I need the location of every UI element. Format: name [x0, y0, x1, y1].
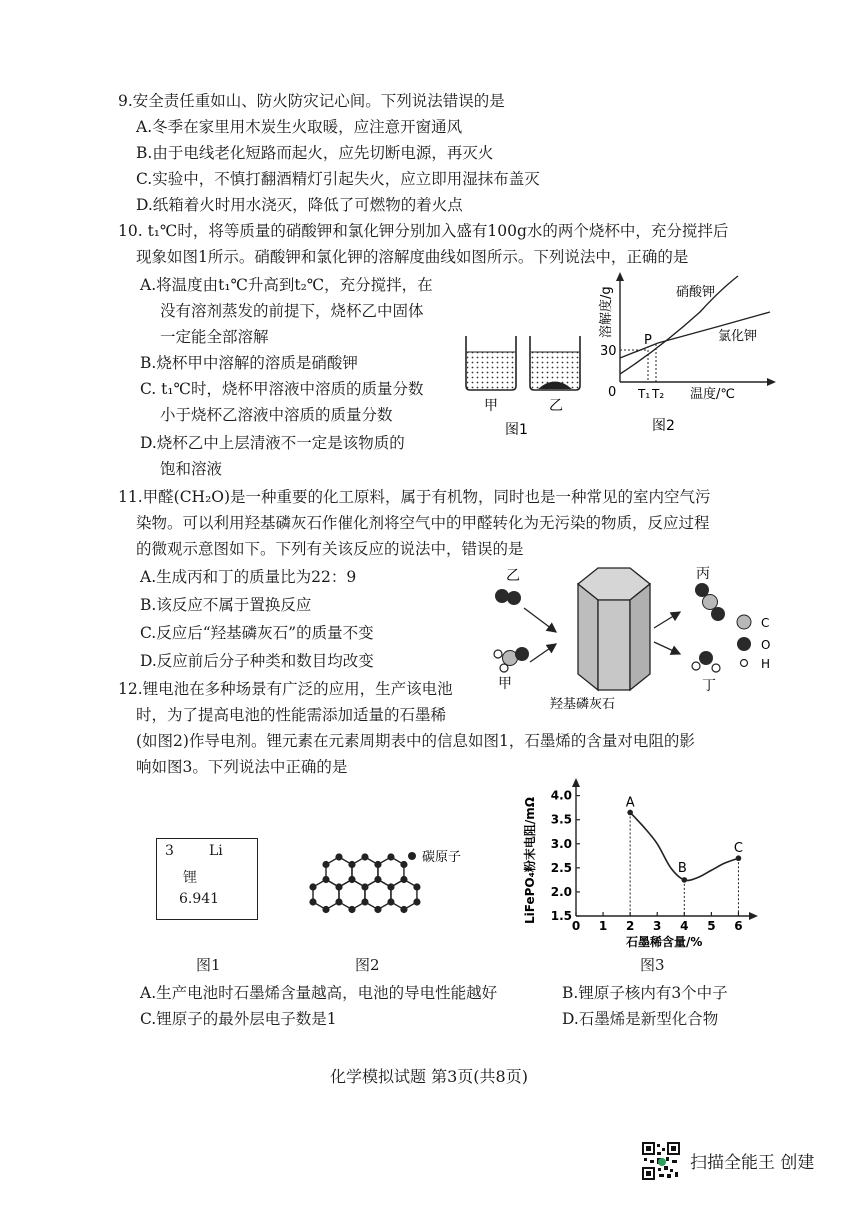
molecule-co2 — [695, 583, 725, 621]
carbon-atom — [361, 883, 368, 890]
atomic-number: 3 — [165, 843, 174, 859]
q12-stem-3: (如图2)作导电剂。锂元素在元素周期表中的信息如图1，石墨烯的含量对电阻的影 — [136, 732, 695, 750]
x-axis-label: 温度/℃ — [690, 387, 735, 402]
carbon-atom — [322, 861, 329, 868]
data-point-b — [682, 877, 688, 883]
legend-kcl: 氯化钾 — [718, 329, 758, 344]
carbon-atom — [361, 898, 368, 905]
molecule-ch2o — [494, 647, 529, 672]
data-label-c: C — [733, 841, 744, 857]
graphene-structure — [290, 838, 490, 938]
carbon-atom — [374, 876, 381, 883]
carbon-atom-label: 碳原子 — [422, 850, 462, 865]
y-axis-arrow — [572, 778, 580, 787]
q12-stem-4: 响如图3。下列说法中正确的是 — [136, 758, 348, 776]
chart-y-axis-label: LiFePO₄粉末电阻/mΩ — [523, 797, 537, 924]
carbon-atom — [387, 853, 394, 860]
carbon-atom — [400, 906, 407, 913]
carbon-atom — [309, 898, 316, 905]
element-symbol: Li — [209, 843, 223, 859]
y-tick-30: 30 — [600, 344, 617, 359]
q9-option-d: D.纸箱着火时用水浇灭，降低了可燃物的着火点 — [136, 196, 463, 214]
label-bing: 丙 — [696, 566, 710, 582]
q10-stem-2: 现象如图1所示。硝酸钾和氯化钾的溶解度曲线如图所示。下列说法中，正确的是 — [136, 248, 689, 266]
q11-option-c: C.反应后“羟基磷灰石”的质量不变 — [140, 624, 374, 642]
carbon-atom — [400, 876, 407, 883]
carbon-atom — [348, 876, 355, 883]
carbon-atom — [309, 883, 316, 890]
atomic-mass: 6.941 — [179, 891, 220, 907]
q10-figure-2 — [590, 268, 780, 440]
q10-option-c-2: 小于烧杯乙溶液中溶质的质量分数 — [160, 406, 393, 424]
x-tick-label: 4 — [680, 919, 689, 933]
legend-kno3: 硝酸钾 — [676, 285, 716, 300]
y-tick-label: 3.0 — [550, 836, 572, 851]
carbon-atom — [374, 906, 381, 913]
y-tick-label: 3.5 — [550, 812, 572, 827]
carbon-atom — [322, 906, 329, 913]
q10-option-a-2: 没有溶剂蒸发的前提下，烧杯乙中固体 — [160, 302, 424, 320]
q12-option-c: C.锂原子的最外层电子数是1 — [140, 1010, 337, 1028]
q12-option-b: B.锂原子核内有3个中子 — [562, 984, 728, 1002]
x-tick-label: 1 — [598, 919, 608, 933]
graphene-ring-6 — [391, 880, 417, 910]
atom-legend — [737, 615, 770, 671]
q12-stem-2: 时，为了提高电池的性能需添加适量的石墨稀 — [136, 706, 447, 724]
y-axis-label: 溶解度/g — [599, 286, 614, 338]
y-tick-label: 2.0 — [550, 884, 572, 899]
figure-1-caption: 图1 — [505, 422, 528, 438]
label-jia: 甲 — [498, 676, 512, 692]
catalyst-label: 羟基磷灰石 — [550, 697, 616, 712]
scanner-watermark: 扫描全能王 创建 — [690, 1153, 815, 1173]
q12-stem-1: 12.锂电池在多种场景有广泛的应用，生产该电池 — [118, 680, 453, 698]
label-yi: 乙 — [506, 568, 520, 584]
data-point-c — [736, 855, 742, 861]
catalyst-prism — [578, 568, 650, 690]
x-tick-label: 3 — [653, 919, 662, 933]
carbon-atom — [335, 898, 342, 905]
q12-option-d: D.石墨烯是新型化合物 — [562, 1010, 719, 1028]
q12-option-a: A.生产电池时石墨烯含量越高，电池的导电性能越好 — [140, 984, 498, 1002]
carbon-atom — [413, 898, 420, 905]
molecule-o2 — [495, 589, 521, 605]
y-tick-label: 1.5 — [550, 909, 572, 923]
carbon-atom — [361, 853, 368, 860]
q10-figure-1 — [460, 330, 590, 440]
q10-stem-1: 10. t₁℃时，将等质量的硝酸钾和氯化钾分别加入盛有100g水的两个烧杯中，充分搅拌后 — [118, 222, 729, 240]
graphene-ring-4 — [339, 880, 365, 910]
element-cell-lithium — [156, 838, 258, 920]
carbon-atom — [387, 898, 394, 905]
q12-figure-3-caption: 图3 — [640, 956, 665, 974]
point-p: P — [644, 333, 652, 348]
molecule-h2o — [692, 651, 720, 672]
carbon-atom — [335, 853, 342, 860]
q9-option-c: C.实验中，不慎打翻酒精灯引起失火，应立即用湿抹布盖灭 — [136, 170, 540, 188]
q11-reaction-diagram — [480, 562, 780, 714]
q9-option-b: B.由于电线老化短路而起火，应先切断电源，再灭火 — [136, 144, 494, 162]
q10-option-d-2: 饱和溶液 — [160, 460, 223, 478]
beaker-yi — [530, 336, 580, 390]
t2-label: T₂ — [652, 387, 665, 401]
origin-label: 0 — [608, 385, 617, 400]
q12-figure-2-caption: 图2 — [355, 956, 380, 974]
legend-c: C — [761, 616, 770, 630]
beaker-jia-label: 甲 — [484, 398, 498, 414]
label-ding: 丁 — [702, 678, 716, 694]
q11-stem-3: 的微观示意图如下。下列有关该反应的说法中，错误的是 — [136, 540, 524, 558]
legend-o: O — [761, 638, 771, 652]
q9-stem: 9.安全责任重如山、防火防灾记心间。下列说法错误的是 — [118, 92, 505, 110]
carbon-atom — [348, 906, 355, 913]
graphene-ring-3 — [313, 880, 339, 910]
element-name: 锂 — [183, 870, 197, 886]
x-tick-label: 6 — [734, 919, 743, 933]
data-label-b: B — [677, 860, 687, 876]
carbon-atom — [374, 861, 381, 868]
carbon-atom — [335, 883, 342, 890]
graphene-ring-5 — [365, 880, 391, 910]
legend-h: H — [761, 657, 771, 671]
carbon-atom — [413, 883, 420, 890]
carbon-atom — [348, 861, 355, 868]
x-tick-label: 5 — [707, 919, 716, 933]
q11-option-d: D.反应前后分子种类和数目均改变 — [140, 652, 374, 670]
q11-stem-2: 染物。可以利用羟基磷灰石作催化剂将空气中的甲醛转化为无污染的物质，反应过程 — [136, 514, 710, 532]
q11-stem-1: 11.甲醛(CH₂O)是一种重要的化工原料，属于有机物，同时也是一种常见的室内空气污 — [118, 488, 711, 506]
data-point-a — [627, 810, 633, 816]
q10-option-a-3: 一定能全部溶解 — [160, 328, 269, 346]
page-footer: 化学模拟试题 第3页(共8页) — [330, 1067, 528, 1086]
qr-code-icon — [642, 1142, 680, 1180]
q12-figure-1-caption: 图1 — [196, 956, 221, 974]
x-tick-label: 0 — [571, 919, 581, 933]
carbon-atom — [387, 883, 394, 890]
x-axis-arrow — [749, 912, 758, 920]
figure-2-caption: 图2 — [652, 418, 675, 434]
data-label-a: A — [625, 795, 635, 811]
resistance-chart — [520, 776, 760, 958]
q11-option-b: B.该反应不属于置换反应 — [140, 596, 312, 614]
y-tick-label: 4.0 — [550, 788, 572, 803]
qr-code — [642, 1142, 680, 1180]
q10-option-b: B.烧杯甲中溶解的溶质是硝酸钾 — [140, 354, 358, 372]
x-tick-label: 2 — [625, 919, 635, 933]
y-tick-label: 2.5 — [550, 860, 572, 875]
carbon-atom — [400, 861, 407, 868]
q11-option-a: A.生成丙和丁的质量比为22：9 — [140, 568, 357, 586]
beaker-jia — [466, 336, 516, 390]
q10-option-a-1: A.将温度由t₁℃升高到t₂℃，充分搅拌，在 — [140, 276, 433, 294]
q10-option-d-1: D.烧杯乙中上层清液不一定是该物质的 — [140, 434, 405, 452]
q10-option-c-1: C. t₁℃时，烧杯甲溶液中溶质的质量分数 — [140, 380, 424, 398]
beaker-yi-label: 乙 — [549, 398, 563, 414]
carbon-atom — [322, 876, 329, 883]
q9-option-a: A.冬季在家里用木炭生火取暖，应注意开窗通风 — [136, 118, 463, 136]
chart-x-axis-label: 石墨稀含量/% — [626, 935, 703, 949]
t1-label: T₁ — [638, 387, 651, 401]
